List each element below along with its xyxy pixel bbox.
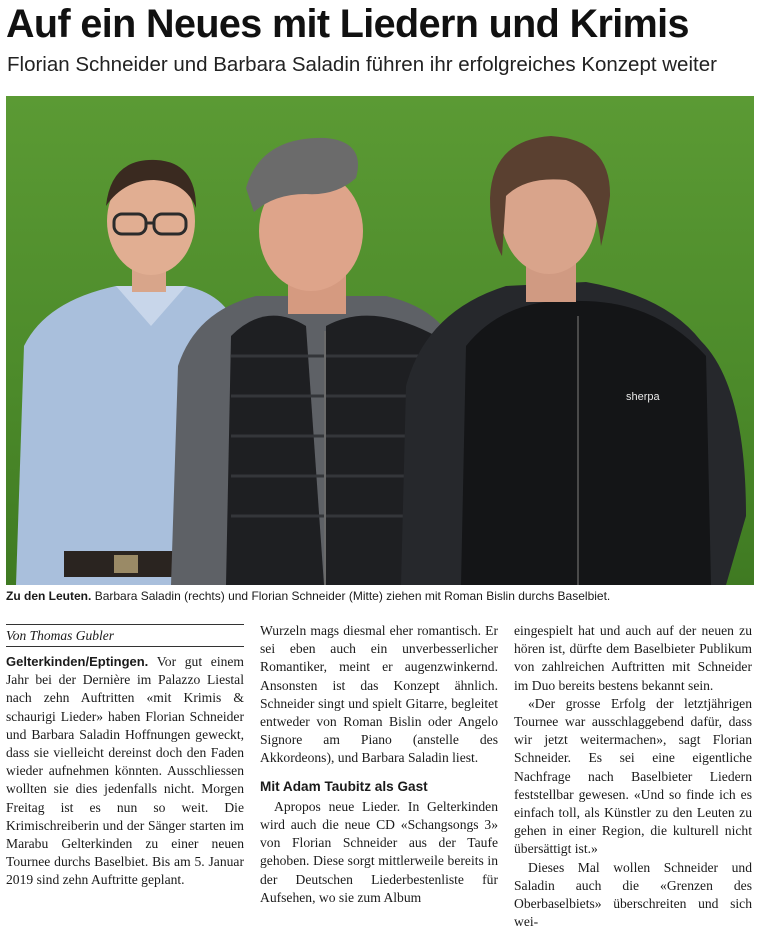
paragraph-2: Wurzeln mags diesmal eher romantisch. Er sei eben auch ein unverbesserlicher Romantiker, meint er augenzwinkernd. Ansonsten ist das Konzept ähnlich. Schneider singt und spielt Gitarre, begleitet entweder von Roman Bislin oder Angelo Signore am Piano (anstelle des Akkordeons), und Barbara Saladin liest. <box>260 623 498 766</box>
article-column-3 <box>514 622 752 931</box>
paragraph-1-text: Vor gut einem Jahr bei der Dernière im Palazzo Liestal nach zehn Auftritten «mit Krimis & schaurigi Lieder» haben Florian Schneider und Barbara Saladin Hoffnungen geweckt, dass sie vielleicht dereinst doch den Faden wieder aufnehmen könnten. Ausschliessen wollten sie dies jedenfalls nicht. Morgen Freitag ist es nun so weit. Die Krimischreiberin und der Sänger starten im Marabu Gelterkinden zu einer neuen Tournee durchs Baselbiet. Bis am 5. Januar 2019 sind zehn Auftritte geplant. <box>6 654 244 888</box>
dateline: Gelterkinden/Eptingen. <box>6 654 149 669</box>
article-column-1 <box>6 624 244 890</box>
paragraph-6: Dieses Mal wollen Schneider und Saladin auch die «Grenzen des Oberbaselbiets» überschreiten und sich wei- <box>514 859 752 930</box>
byline: Von Thomas Gubler <box>6 624 244 647</box>
article-photo <box>6 96 754 585</box>
section-subtitle: Mit Adam Taubitz als Gast <box>260 778 428 794</box>
photo-illustration <box>6 96 754 585</box>
paragraph-4: eingespielt hat und auch auf der neuen zu hören ist, dürfte dem Baselbieter Publikum von zahlreichen Auftritten mit Schneider im Duo bereits bestens bekannt sein. <box>514 623 752 693</box>
vest-logo-text: sherpa <box>626 391 660 403</box>
photo-caption <box>6 588 758 605</box>
subheadline: Florian Schneider und Barbara Saladin führen ihr erfolgreiches Konzept weiter <box>7 53 717 76</box>
article-column-2 <box>260 622 498 907</box>
paragraph-1 <box>6 653 244 890</box>
paragraph-5: «Der grosse Erfolg der letztjährigen Tournee war ausschlaggebend dafür, dass wir jetzt weitermachen», sagt Florian Schneider. Es sei eine eigentliche Nachfrage nach Baselbieter Liedern feststellbar gewesen. «Und so finde ich es einfach toll, als Künstler zu den Leuten zu gehen in einer Region, die kulturell nicht übersättigt ist.» <box>514 695 752 857</box>
caption-text: Barbara Saladin (rechts) und Florian Schneider (Mitte) ziehen mit Roman Bislin durchs Baselbiet. <box>94 589 611 603</box>
headline: Auf ein Neues mit Liedern und Krimis <box>6 2 689 46</box>
paragraph-3: Apropos neue Lieder. In Gelterkinden wird auch die neue CD «Schangsongs 3» von Florian Schneider aus der Taufe gehoben. Diese sorgt mittlerweile bereits in der Deutschen Liederbestenliste für Aufsehen, wo sie zum Album <box>260 798 498 905</box>
caption-lead: Zu den Leuten. <box>6 589 92 603</box>
